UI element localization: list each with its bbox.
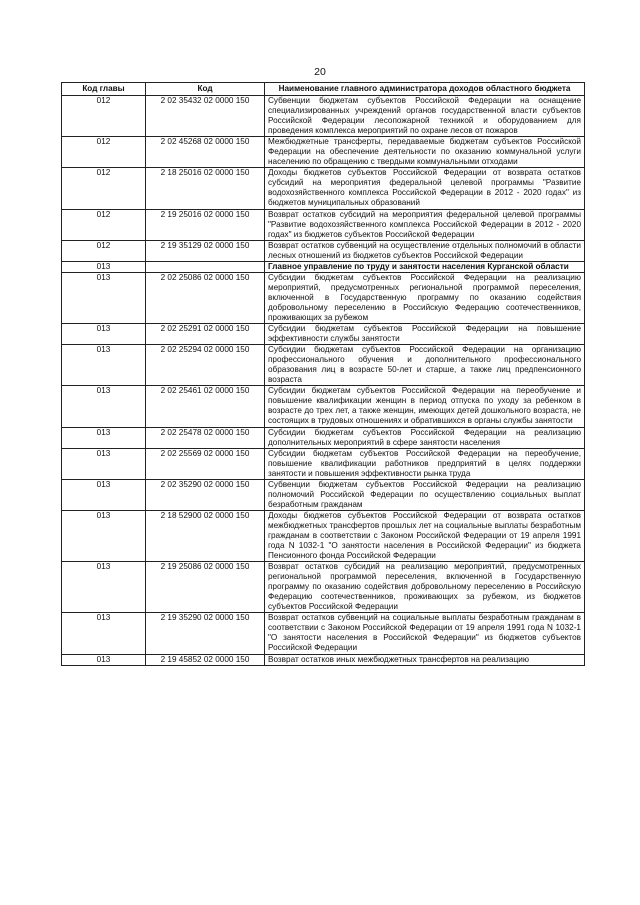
table-row: [62, 427, 585, 448]
cell-name: Субсидии бюджетам субъектов Российской Федерации на повышение эффективности службы занятости: [265, 324, 585, 345]
cell-chapter-code: 013: [62, 324, 146, 345]
cell-chapter-code: 013: [62, 479, 146, 510]
table-row: [62, 345, 585, 386]
cell-name: Возврат остатков субсидий на мероприятия федеральной целевой программы "Развитие водохозяйственного комплекса Российской Федерации в 2012 - 2020 годах" из бюджетов субъектов Российской Федерации: [265, 209, 585, 240]
header-code: Код: [146, 83, 265, 96]
cell-name: Возврат остатков субвенций на осуществление отдельных полномочий в области лесных отношений из бюджетов субъектов Российской Федерации: [265, 240, 585, 261]
cell-code: 2 02 25294 02 0000 150: [146, 345, 265, 386]
cell-chapter-code: 013: [62, 272, 146, 323]
cell-code: 2 02 35290 02 0000 150: [146, 479, 265, 510]
cell-name: Межбюджетные трансферты, передаваемые бюджетам субъектов Российской Федерации на обеспечение деятельности по оказанию коммунальной услуги населению по обращению с твердыми коммунальными отходами: [265, 137, 585, 168]
cell-name: Возврат остатков субвенций на социальные выплаты безработным гражданам в соответствии с Законом Российской Федерации от 19 апреля 1991 года N 1032-1 "О занятости населения в Российской Федерации" из бюджетов субъектов Российской Федерации: [265, 613, 585, 654]
cell-chapter-code: 013: [62, 510, 146, 561]
cell-code: 2 02 25461 02 0000 150: [146, 386, 265, 427]
page-number: 20: [314, 66, 326, 78]
cell-name: Субвенции бюджетам субъектов Российской Федерации на реализацию полномочий Российской Федерации по осуществлению социальных выплат безработным гражданам: [265, 479, 585, 510]
cell-code: 2 02 25478 02 0000 150: [146, 427, 265, 448]
cell-name: Главное управление по труду и занятости населения Курганской области: [265, 261, 585, 272]
cell-chapter-code: 013: [62, 613, 146, 654]
cell-chapter-code: 012: [62, 168, 146, 209]
cell-name: Субсидии бюджетам субъектов Российской Федерации на реализацию мероприятий, предусмотренных региональной программой переселения, включенной в Государственную программу по оказанию содействия добровольному переселению в Российскую Федерацию соотечественников, проживающих за рубежом: [265, 272, 585, 323]
cell-code: 2 02 45268 02 0000 150: [146, 137, 265, 168]
cell-name: Доходы бюджетов субъектов Российской Федерации от возврата остатков субсидий на мероприятия федеральной целевой программы "Развитие водохозяйственного комплекса Российской Федерации в 2012 - 2020 годах" из бюджетов муниципальных образований: [265, 168, 585, 209]
cell-chapter-code: 013: [62, 345, 146, 386]
cell-chapter-code: 013: [62, 654, 146, 665]
table-row: [62, 324, 585, 345]
cell-chapter-code: 013: [62, 386, 146, 427]
table-row: [62, 613, 585, 654]
table-row: [62, 209, 585, 240]
cell-chapter-code: 012: [62, 209, 146, 240]
cell-name: Возврат остатков иных межбюджетных трансфертов на реализацию: [265, 654, 585, 665]
table-row: [62, 386, 585, 427]
cell-code: 2 19 25016 02 0000 150: [146, 209, 265, 240]
cell-code: 2 18 25016 02 0000 150: [146, 168, 265, 209]
cell-code: 2 19 35129 02 0000 150: [146, 240, 265, 261]
table-row: [62, 168, 585, 209]
header-chapter-code: Код главы: [62, 83, 146, 96]
table-row: [62, 479, 585, 510]
table-row: [62, 654, 585, 665]
cell-code: 2 02 25291 02 0000 150: [146, 324, 265, 345]
cell-chapter-code: 013: [62, 448, 146, 479]
cell-code: 2 02 25569 02 0000 150: [146, 448, 265, 479]
cell-name: Возврат остатков субсидий на реализацию мероприятий, предусмотренных региональной программой переселения, включенной в Государственную программу по оказанию содействия добровольному переселению в Российскую Федерацию соотечественников, проживающих за рубежом, из бюджетов субъектов Российской Федерации: [265, 562, 585, 613]
cell-chapter-code: 012: [62, 240, 146, 261]
table-header-row: [62, 83, 585, 96]
cell-code: 2 19 45852 02 0000 150: [146, 654, 265, 665]
table-row: [62, 96, 585, 137]
cell-code: 2 19 25086 02 0000 150: [146, 562, 265, 613]
cell-code: 2 18 52900 02 0000 150: [146, 510, 265, 561]
table-row: [62, 448, 585, 479]
cell-chapter-code: 012: [62, 137, 146, 168]
table-row: [62, 240, 585, 261]
revenue-administrators-table: [61, 82, 585, 666]
cell-name: Субсидии бюджетам субъектов Российской Федерации на переобучение, повышение квалификации работников предприятий в целях поддержки занятости и повышения эффективности рынка труда: [265, 448, 585, 479]
table-row: [62, 137, 585, 168]
table-row: [62, 272, 585, 323]
table-row: [62, 562, 585, 613]
cell-code: 2 19 35290 02 0000 150: [146, 613, 265, 654]
cell-name: Субсидии бюджетам субъектов Российской Федерации на реализацию дополнительных мероприятий в сфере занятости населения: [265, 427, 585, 448]
cell-name: Субсидии бюджетам субъектов Российской Федерации на переобучение и повышение квалификации женщин в период отпуска по уходу за ребенком в возрасте до трех лет, а также женщин, имеющих детей дошкольного возраста, не состоящих в трудовых отношениях и обратившихся в органы службы занятости: [265, 386, 585, 427]
cell-chapter-code: 013: [62, 562, 146, 613]
cell-chapter-code: 013: [62, 261, 146, 272]
cell-name: Субсидии бюджетам субъектов Российской Федерации на организацию профессионального обучения и дополнительного профессионального образования лиц в возрасте 50-лет и старше, а также лиц предпенсионного возраста: [265, 345, 585, 386]
table-row: [62, 510, 585, 561]
cell-name: Доходы бюджетов субъектов Российской Федерации от возврата остатков межбюджетных трансфертов прошлых лет на социальные выплаты безработным гражданам в соответствии с Законом Российской Федерации от 19 апреля 1991 года N 1032-1 "О занятости населения в Российской Федерации" из бюджета Пенсионного фонда Российской Федерации: [265, 510, 585, 561]
cell-code: [146, 261, 265, 272]
cell-chapter-code: 013: [62, 427, 146, 448]
cell-chapter-code: 012: [62, 96, 146, 137]
cell-code: 2 02 25086 02 0000 150: [146, 272, 265, 323]
cell-code: 2 02 35432 02 0000 150: [146, 96, 265, 137]
table-group-row: [62, 261, 585, 272]
header-name: Наименование главного администратора доходов областного бюджета: [265, 83, 585, 96]
table-body: [62, 96, 585, 666]
cell-name: Субвенции бюджетам субъектов Российской Федерации на оснащение специализированных учреждений органов государственной власти субъектов Российской Федерации лесопожарной техникой и оборудованием для проведения комплекса мероприятий по охране лесов от пожаров: [265, 96, 585, 137]
